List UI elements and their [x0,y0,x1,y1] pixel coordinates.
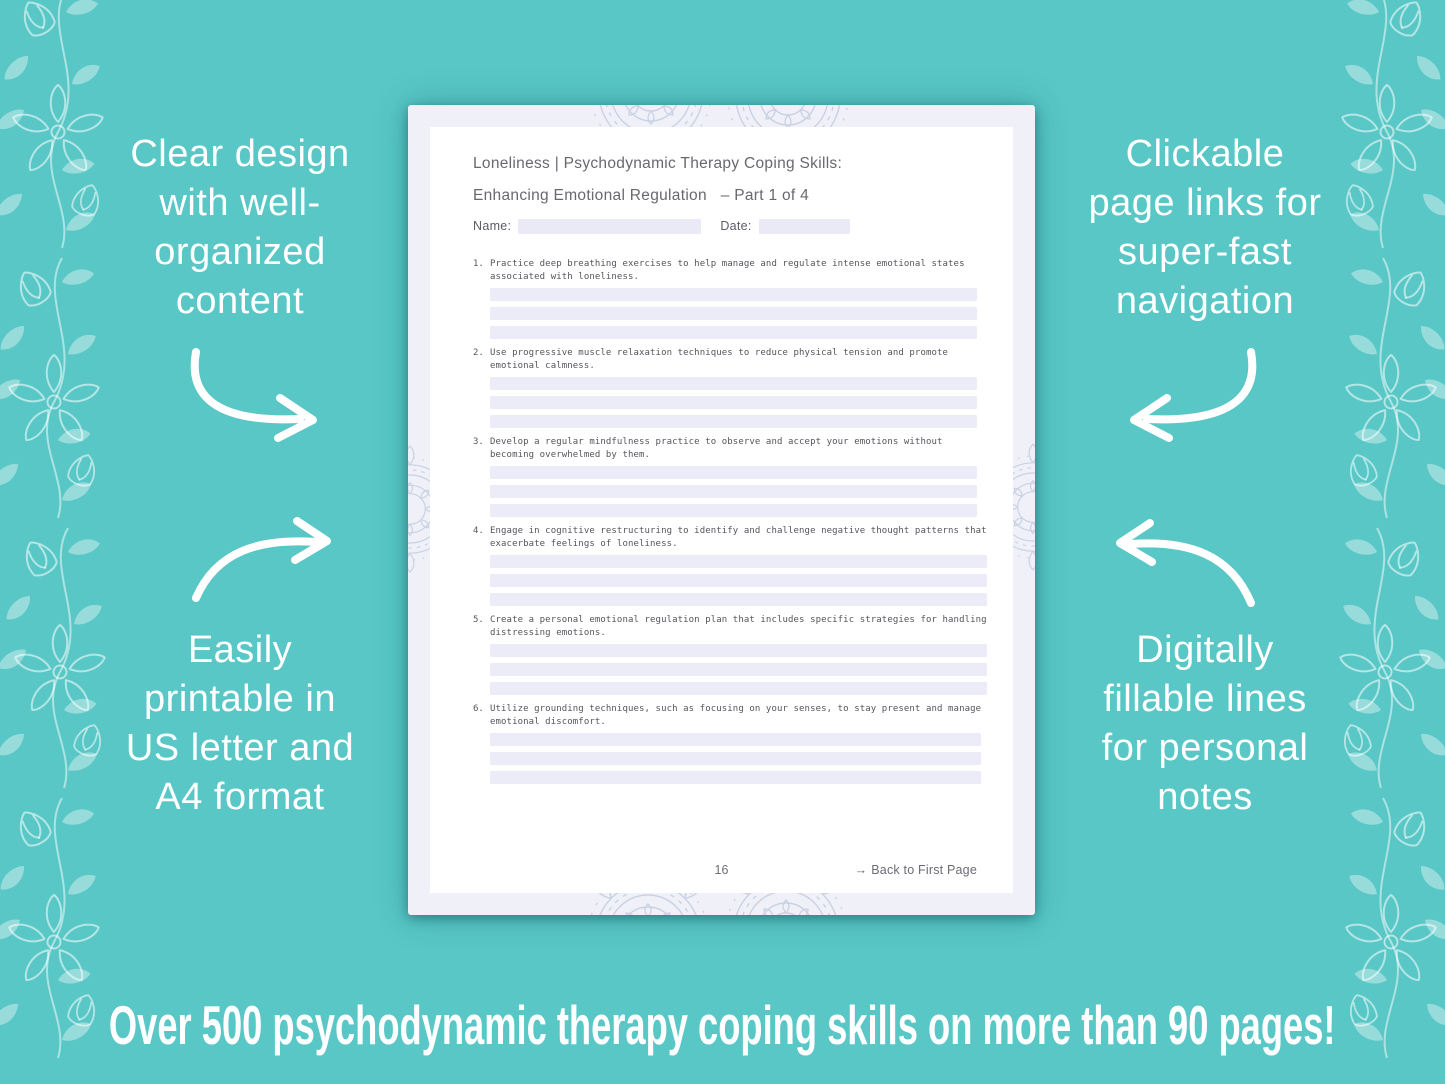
note-easily-printable [75,626,405,822]
list-item [473,258,977,339]
item-text: distressing emotions. [490,627,606,638]
item-text: becoming overwhelmed by them. [490,449,651,460]
item-text: Engage in cognitive restructuring to identify and challenge negative thought patterns that [490,526,987,536]
back-arrow-icon: → [854,863,868,877]
note-line: super-fast [1118,231,1292,273]
arrow-down-left-head-icon [1134,398,1169,438]
worksheet-page [408,105,1035,915]
bottom-banner [0,993,1445,1057]
note-line: US letter and [125,727,355,769]
note-line: fillable lines [1103,678,1307,720]
arrow-down-left-icon [1147,352,1252,419]
list-item [473,347,977,428]
item-number: 2. [473,348,484,358]
fillable-line[interactable] [490,307,977,320]
fillable-line[interactable] [490,644,987,657]
item-number: 5. [473,615,484,625]
note-line: notes [1157,776,1253,818]
item-text: associated with loneliness. [490,271,639,282]
note-line: page links for [1088,182,1322,224]
page-title-line2: Enhancing Emotional Regulation – Part 1 of 4 [473,187,810,204]
note-line: for personal [1101,727,1309,769]
item-text: emotional discomfort. [490,716,606,727]
banner-text: Over 500 psychodynamic therapy coping skills on more than 90 pages! [109,994,1336,1056]
name-label: Name: [473,219,512,233]
item-text: Use progressive muscle relaxation techniques to reduce physical tension and promote [490,348,949,358]
note-line: with well- [159,182,321,224]
arrow-up-left-head-icon [1120,523,1152,562]
item-number: 1. [473,259,484,269]
arrow-up-right-icon [196,541,316,598]
back-to-first-page-link[interactable] [855,863,977,877]
note-line: Easily [187,629,293,671]
note-clear-design [75,130,405,326]
arrow-up-left-icon [1131,543,1251,603]
item-number: 3. [473,437,484,447]
worksheet-content [430,127,1013,893]
item-text: Create a personal emotional regulation plan that includes specific strategies for handling [490,615,987,625]
page-footer [430,863,1013,880]
arrow-down-right-head-icon [278,398,313,438]
item-text: Utilize grounding techniques, such as focusing on your senses, to stay present and manage [490,704,982,714]
name-field[interactable] [518,219,701,234]
fillable-line[interactable] [490,663,987,676]
note-line: organized [154,231,326,273]
name-date-row [473,218,977,234]
fillable-line[interactable] [490,593,987,606]
item-number: 6. [473,704,484,714]
note-line: navigation [1115,280,1295,322]
fillable-line[interactable] [490,504,977,517]
fillable-line[interactable] [490,485,977,498]
note-line: Clickable [1125,133,1285,175]
arrow-down-right-icon [195,352,300,419]
date-label: Date: [720,219,752,233]
fillable-line[interactable] [490,574,987,587]
fillable-line[interactable] [490,288,977,301]
fillable-line[interactable] [490,682,987,695]
fillable-line[interactable] [490,771,981,784]
note-line: A4 format [155,776,325,818]
date-field[interactable] [759,219,850,234]
fillable-line[interactable] [490,415,977,428]
list-item [473,436,977,517]
note-digitally-fillable [1040,626,1370,822]
item-text: Develop a regular mindfulness practice to observe and accept your emotions without [490,437,943,447]
item-number: 4. [473,526,484,536]
item-text: exacerbate feelings of loneliness. [490,538,678,549]
fillable-line[interactable] [490,326,977,339]
fillable-line[interactable] [490,466,977,479]
fillable-line[interactable] [490,555,987,568]
fillable-line[interactable] [490,377,977,390]
coping-skills-list [473,258,987,784]
list-item [473,703,982,784]
note-clickable-links [1040,130,1370,326]
note-line: content [175,280,305,322]
item-text: emotional calmness. [490,360,595,371]
back-link-label: Back to First Page [871,863,977,877]
note-line: Clear design [130,133,350,175]
note-line: printable in [144,678,336,720]
item-text: Practice deep breathing exercises to help manage and regulate intense emotional states [490,259,965,269]
fillable-line[interactable] [490,752,981,765]
fillable-line[interactable] [490,396,977,409]
arrow-up-right-head-icon [295,521,327,560]
page-title-line1: Loneliness | Psychodynamic Therapy Coping Skills: [473,155,843,172]
list-item [473,614,987,695]
list-item [473,525,987,606]
page-number: 16 [714,863,729,877]
fillable-line[interactable] [490,733,981,746]
note-line: Digitally [1136,629,1274,671]
